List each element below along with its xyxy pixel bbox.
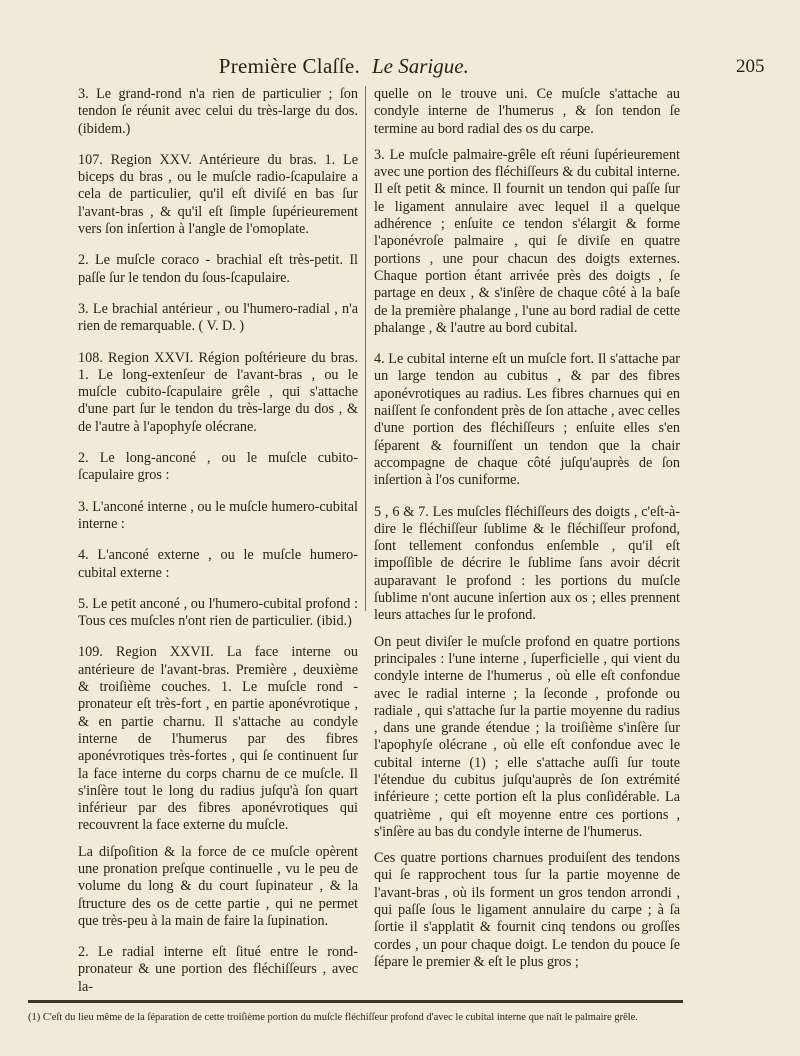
- paragraph: 109. Region XXVII. La face interne ou antérieure de l'avant-bras. Première , deuxième & troiſième couches. 1. Le muſcle rond - pronateur eſt très-fort , en partie aponévrotique , & en partie charnu. Il s'attache au condyle interne de l'humerus par des fibres aponévrotiques très-fortes , qui ſe continuent ſur la face interne du corps charnu de ce muſcle. Il s'inſère tout le long du radius juſqu'à ſon quart inférieur par des fibres aponévrotiques qui recouvrent la face externe du muſcle.: [78, 644, 358, 834]
- paragraph: 2. Le radial interne eſt ſitué entre le rond-pronateur & une portion des fléchiſſeurs , avec la-: [78, 944, 358, 995]
- animal-title: Le Sarigue.: [372, 54, 469, 78]
- paragraph: 3. L'anconé interne , ou le muſcle humero-cubital interne :: [78, 498, 358, 532]
- footnote-rule: [28, 1000, 683, 1003]
- paragraph: 3. Le grand-rond n'a rien de particulier ; ſon tendon ſe réunit avec celui du très-large du dos. (ibidem.): [78, 86, 358, 137]
- paragraph: 107. Region XXV. Antérieure du bras. 1. Le biceps du bras , ou le muſcle radio-ſcapulaire a cela de particulier, qu'il eſt diviſé en bas ſur l'avant-bras , & qu'il eſt ſimple ſupérieurement vers ſon inſertion à l'angle de l'omoplate.: [78, 151, 358, 238]
- paragraph: La diſpoſition & la force de ce muſcle opèrent une pronation preſque continuelle , vu le peu de volume du long & du court ſupinateur , & la ſtructure des os de cette partie , qui ne permet que très-peu à la main de faire la ſupination.: [78, 843, 358, 929]
- page-number: 205: [736, 56, 765, 77]
- running-header: [0, 54, 800, 84]
- paragraph: quelle on le trouve uni. Ce muſcle s'attache au condyle interne de l'humerus , & ſon tendon ſe termine au bord radial des os du carpe.: [374, 86, 680, 137]
- paragraph: 108. Region XXVI. Région poſtérieure du bras. 1. Le long-extenſeur de l'avant-bras , ou le muſcle cubito-ſcapulaire grêle , qui s'attache d'une part ſur le tendon du très-large du dos , & de l'autre à l'apophyſe olécrane.: [78, 349, 358, 435]
- paragraph: 3. Le brachial antérieur , ou l'humero-radial , n'a rien de remarquable. ( V. D. ): [78, 300, 358, 335]
- paragraph: 2. Le muſcle coraco - brachial eſt très-petit. Il paſſe ſur le tendon du ſous-ſcapulaire.: [78, 252, 358, 286]
- paragraph: 4. Le cubital interne eſt un muſcle fort. Il s'attache par un large tendon au cubitus , & par des fibres aponévrotiques au radius. Les fibres charnues qui en naiſſent ſe confondent près de ſon attache , avec celles d'une portion des fléchiſſeurs ; enſuite elles s'en ſéparent & fourniſſent un tendon que la chair accompagne de chaque côté juſqu'auprès de ſon inſertion à l'os cuniforme.: [374, 351, 680, 489]
- footnote: (1) C'eſt du lieu même de la ſéparation de cette troiſième portion du muſcle fléchiſſeur profond d'avec le cubital interne que naît le palmaire grêle.: [28, 1012, 638, 1023]
- right-column: [374, 86, 680, 980]
- class-title: Première Claſſe.: [218, 54, 360, 78]
- paragraph: 2. Le long-anconé , ou le muſcle cubito-ſcapulaire gros :: [78, 450, 358, 484]
- paragraph: On peut diviſer le muſcle profond en quatre portions principales : l'une interne , ſuperficielle , qui vient du condyle interne de l'humerus , où elle eſt confondue avec le radial interne ; la ſeconde , profonde ou radiale , qui s'attache ſur la partie moyenne du radius , dans une grande étendue ; la troiſième s'inſère ſur l'apophyſe olécrane , où elle eſt confondue avec le cubital interne (1) ; elle s'attache auſſi ſur toute l'étendue du cubitus juſqu'auprès de ſon extrémité inférieure ; cette portion eſt la plus conſidérable. La quatrième , qui eſt moyenne entre ces portions , s'inſère au bas du condyle interne de l'humerus.: [374, 633, 680, 840]
- paragraph: Ces quatre portions charnues produiſent des tendons qui ſe rapprochent tous ſur la partie moyenne de l'avant-bras , où ils forment un gros tendon arrondi , qui paſſe ſous le ligament annulaire du carpe ; à ſa ſortie il s'applatit & fournit cinq tendons ou groſſes cordes , un pour chaque doigt. Le tendon du pouce ſe ſépare le premier & eſt le plus gros ;: [374, 850, 680, 970]
- paragraph: 5 , 6 & 7. Les muſcles fléchiſſeurs des doigts , c'eſt-à-dire le fléchiſſeur ſublime & le fléchiſſeur profond, ſont tellement confondus enſemble , qu'il eſt impoſſible de décrire le ſublime ſans avoir décrit auparavant le profond : les portions du muſcle ſublime n'ont aucune inſertion aux os ; elles prennent leurs attaches ſur le profond.: [374, 503, 680, 624]
- paragraph: 4. L'anconé externe , ou le muſcle humero-cubital externe :: [78, 547, 358, 581]
- column-divider: [365, 86, 366, 611]
- paragraph: 3. Le muſcle palmaire-grêle eſt réuni ſupérieurement avec une portion des fléchiſſeurs & du cubital interne. Il eſt petit & mince. Il fournit un tendon qui paſſe ſur le ligament annulaire avec lequel il a quelque adhérence ; enſuite ce tendon s'élargit & forme l'aponévroſe palmaire , qui ſe diviſe en quatre portions , une pour chacun des doigts externes. Chaque portion étant arrivée près des doigts , ſe partage en deux , & s'inſère de chaque côté à la baſe de la première phalange , l'une au bord radial de cette phalange , & l'autre au bord cubital.: [374, 146, 680, 336]
- left-column: [78, 86, 358, 1005]
- paragraph: 5. Le petit anconé , ou l'humero-cubital profond : Tous ces muſcles n'ont rien de particulier. (ibid.): [78, 595, 358, 630]
